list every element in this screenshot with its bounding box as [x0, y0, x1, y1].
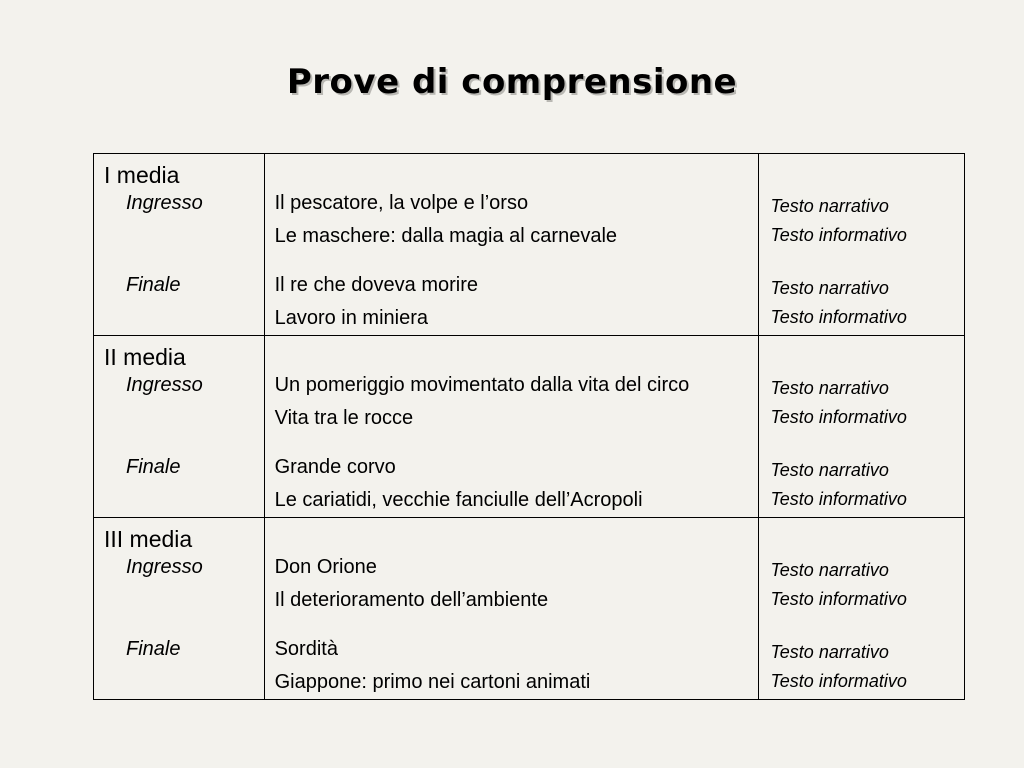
text-type: Testo narrativo [770, 642, 889, 662]
types-cell [759, 336, 965, 518]
page-title: Prove di comprensione [286, 62, 738, 102]
phase-finale-label: Finale [126, 456, 181, 478]
level-cell [94, 336, 265, 518]
comprehension-tests-table [93, 153, 965, 700]
phase-ingresso-label: Ingresso [126, 192, 203, 214]
level-label: I media [104, 162, 180, 188]
table-row [94, 154, 965, 336]
text-title: Un pomeriggio movimentato dalla vita del circo [274, 374, 690, 396]
level-cell [94, 154, 265, 336]
level-cell [94, 518, 265, 700]
types-cell [759, 518, 965, 700]
text-title: Il re che doveva morire [274, 274, 479, 296]
text-title: Don Orione [274, 556, 377, 578]
level-label: III media [104, 526, 193, 552]
texts-cell [264, 518, 759, 700]
text-title: Sordità [274, 638, 338, 660]
phase-ingresso-label: Ingresso [126, 374, 203, 396]
text-title: Il pescatore, la volpe e l’orso [274, 192, 529, 214]
text-type: Testo informativo [770, 225, 907, 245]
table-row [94, 336, 965, 518]
text-title: Le maschere: dalla magia al carnevale [274, 225, 618, 247]
text-title: Lavoro in miniera [274, 307, 429, 329]
text-type: Testo narrativo [770, 196, 889, 216]
text-title: Vita tra le rocce [274, 407, 414, 429]
text-type: Testo informativo [770, 671, 907, 691]
text-title: Le cariatidi, vecchie fanciulle dell’Acropoli [274, 489, 643, 511]
texts-cell [264, 336, 759, 518]
table-row [94, 518, 965, 700]
text-title: Il deterioramento dell’ambiente [274, 589, 549, 611]
phase-finale-label: Finale [126, 274, 181, 296]
text-title: Giappone: primo nei cartoni animati [274, 671, 591, 693]
text-type: Testo narrativo [770, 560, 889, 580]
text-title: Grande corvo [274, 456, 396, 478]
types-cell [759, 154, 965, 336]
text-type: Testo narrativo [770, 460, 889, 480]
text-type: Testo narrativo [770, 278, 889, 298]
phase-ingresso-label: Ingresso [126, 556, 203, 578]
text-type: Testo informativo [770, 307, 907, 327]
phase-finale-label: Finale [126, 638, 181, 660]
text-type: Testo informativo [770, 489, 907, 509]
level-label: II media [104, 344, 186, 370]
text-type: Testo informativo [770, 407, 907, 427]
texts-cell [264, 154, 759, 336]
text-type: Testo narrativo [770, 378, 889, 398]
text-type: Testo informativo [770, 589, 907, 609]
